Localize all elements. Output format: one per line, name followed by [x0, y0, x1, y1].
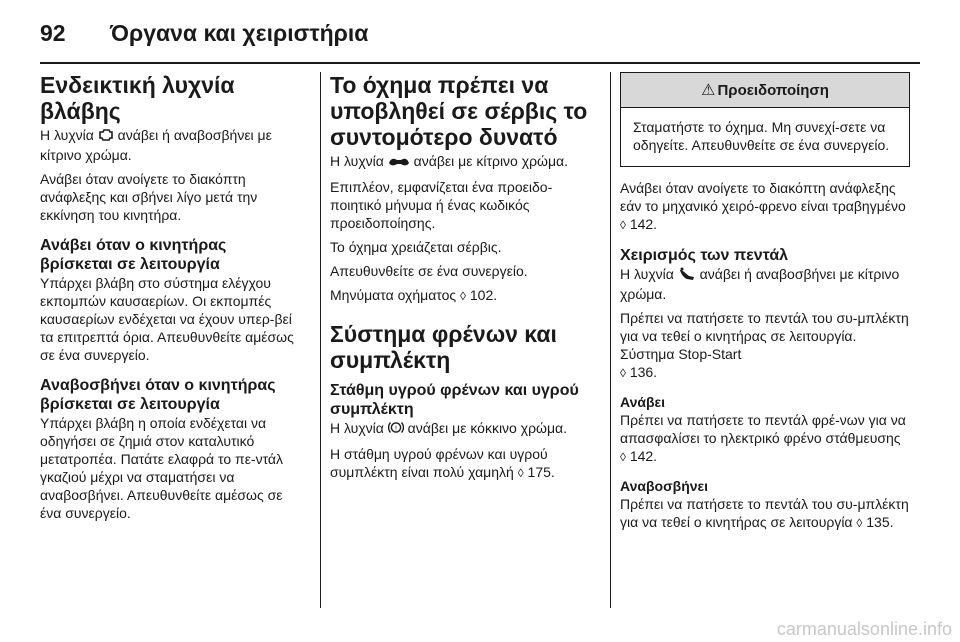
column-divider-1 [320, 72, 321, 608]
subsection-title: Χειρισμός των πεντάλ [620, 247, 789, 264]
subsection-title: Στάθμη υγρού φρένων και υγρού συμπλέκτη [330, 382, 579, 418]
watermark: carmanualsonline.info [776, 619, 952, 639]
page-reference: 142. [629, 448, 658, 464]
svg-text:!: ! [394, 425, 397, 433]
reference-arrow-icon: ◊ [620, 450, 626, 464]
page-reference: 102. [469, 287, 498, 303]
reference-arrow-icon: ◊ [856, 516, 863, 530]
section-title-brake-system: Σύστημα φρένων και συμπλέκτη [330, 321, 557, 373]
page-reference: 175. [527, 464, 555, 480]
paragraph: Η λυχνία ανάβει ή αναβοσβήνει με κίτρινο χρώμα. [40, 127, 272, 163]
service-wrench-icon [388, 154, 410, 172]
subsection-title: Ανάβει όταν ο κινητήρας βρίσκεται σε λειτουργία [40, 237, 227, 273]
column-divider-2 [610, 72, 611, 608]
page-reference: 136. [629, 364, 658, 380]
paragraph: Πρέπει να πατήσετε το πεντάλ του συ-μπλέκτη για να τεθεί ο κινητήρας σε λειτουργία ◊ 135. [620, 496, 909, 530]
page-reference: 135. [866, 514, 894, 530]
paragraph: Μηνύματα οχήματος ◊ 102. [330, 287, 498, 303]
paragraph: Το όχημα χρειάζεται σέρβις. [330, 239, 502, 255]
paragraph: Η στάθμη υγρού φρένων και υγρού συμπλέκτη είναι πολύ χαμηλή ◊ 175. [330, 446, 555, 480]
paragraph: Υπάρχει βλάβη η οποία ενδέχεται να οδηγήσει σε ζημιά στον καταλυτικό μετατροπέα. Πατάτε ελαφρά το πε-ντάλ γκαζιού μέχρι να σταματήσει να αναβοσβήνει. Απευθυνθείτε αμέσως σε ένα συνεργείο. [40, 415, 284, 521]
reference-arrow-icon: ◊ [620, 366, 626, 380]
page-number: 92 [40, 19, 66, 46]
paragraph: Η λυχνία ανάβει ή αναβοσβήνει με κίτρινο χρώμα. [620, 266, 900, 302]
page-header [40, 14, 920, 52]
warning-header [621, 73, 909, 108]
subsection-title: Ανάβει [620, 394, 666, 410]
page-reference: 142. [629, 216, 658, 232]
section-title-malfunction-lamp: Ενδεικτική λυχνία βλάβης [40, 72, 235, 124]
warning-text: Σταματήστε το όχημα. Μη συνεχί-σετε να οδηγείτε. Απευθυνθείτε σε ένα συνεργείο. [633, 119, 890, 153]
reference-arrow-icon: ◊ [460, 289, 466, 303]
page-title: Όργανα και χειριστήρια [110, 19, 369, 46]
warning-triangle-icon: ⚠ [701, 82, 716, 99]
paragraph: Η λυχνία ! ανάβει με κόκκινο χρώμα. [330, 419, 592, 439]
paragraph: Επιπλέον, εμφανίζεται ένα προειδο-ποιητικό μήνυμα ή ένας κωδικός προειδοποίησης. [330, 179, 553, 231]
header-divider [40, 62, 920, 64]
column-1 [40, 72, 302, 528]
subsection-title: Αναβοσβήνει όταν ο κινητήρας βρίσκεται σε λειτουργία [40, 377, 276, 413]
paragraph: Πρέπει να πατήσετε το πεντάλ φρέ-νων για να απασφαλίσει το ηλεκτρικό φρένο στάθμευσης ◊ 142. [620, 412, 906, 464]
subsection-title: Αναβοσβήνει [620, 478, 709, 494]
paragraph: Ανάβει όταν ανοίγετε το διακόπτη ανάφλεξης και σβήνει λίγο μετά την εκκίνηση του κινητήρα. [40, 171, 258, 223]
brake-warning-icon [388, 420, 404, 439]
column-2 [330, 72, 592, 488]
engine-check-icon [98, 128, 114, 146]
pedal-foot-icon [678, 267, 696, 285]
paragraph: Υπάρχει βλάβη στο σύστημα ελέγχου εκπομπών καυσαερίων. Οι εκπομπές καυσαερίων ενδέχεται να έχουν υπερ-βεί τα επιτρεπτά όρια. Απευθυνθείτε αμέσως σε ένα συνεργείο. [40, 275, 294, 363]
column-3 [620, 72, 910, 538]
reference-arrow-icon: ◊ [517, 466, 524, 480]
section-title-service: Το όχημα πρέπει να υποβληθεί σε σέρβις το συντομότερο δυνατό [330, 72, 588, 150]
paragraph: Απευθυνθείτε σε ένα συνεργείο. [330, 263, 528, 279]
paragraph: Πρέπει να πατήσετε το πεντάλ του συ-μπλέκτη για να τεθεί ο κινητήρας σε λειτουργία. Σύστημα Stop-Start ◊ 136. [620, 310, 909, 380]
warning-title: Προειδοποίηση [717, 81, 829, 99]
reference-arrow-icon: ◊ [620, 218, 626, 232]
warning-box [620, 72, 910, 167]
paragraph: Η λυχνία ανάβει με κίτρινο χρώμα. [330, 152, 592, 172]
paragraph: Ανάβει όταν ανοίγετε το διακόπτη ανάφλεξης εάν το μηχανικό χειρό-φρενο είναι τραβηγμένο ◊ 142. [620, 180, 906, 232]
